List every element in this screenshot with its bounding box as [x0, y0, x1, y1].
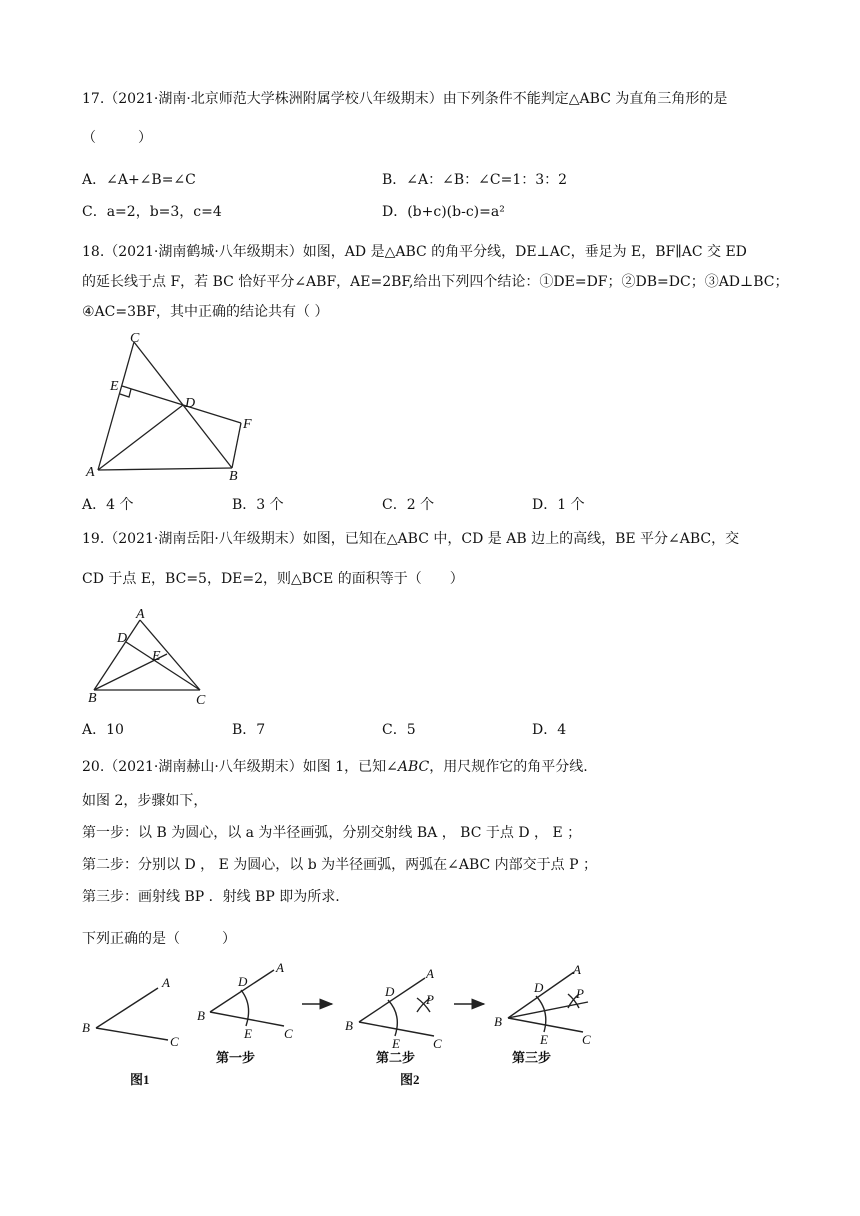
q19-option-d: D．4 — [532, 722, 567, 738]
q20-caption-step1: 第一步 — [216, 1050, 256, 1065]
q20-fig1-angle — [96, 988, 168, 1040]
q20-step1-label-d: D — [238, 974, 248, 989]
q18-label-b: B — [229, 469, 238, 484]
q20-question: 下列正确的是（ ） — [82, 931, 236, 947]
q18-label-f: F — [243, 417, 252, 432]
q20-step1-label-a: A — [276, 960, 284, 975]
q19-label-d: D — [117, 631, 128, 646]
q20-step3-label-p: P — [576, 986, 584, 1001]
q20-caption-fig1: 图1 — [130, 1072, 150, 1087]
q19-label-a: A — [136, 607, 145, 622]
q20-step1-label-b: B — [197, 1008, 205, 1023]
q20-step2-label-c: C — [433, 1036, 442, 1051]
q20-step2-label-b: B — [345, 1018, 353, 1033]
q20-step3: 第三步：画射线 BP ．射线 BP 即为所求. — [82, 889, 340, 905]
q19-label-b: B — [88, 691, 97, 706]
q20-fig1-label-b: B — [82, 1020, 90, 1035]
q20-step1: 第一步：以 B 为圆心，以 a 为半径画弧，分别交射线 BA ， BC 于点 D ， E ； — [82, 825, 582, 841]
q20-step2: 第二步：分别以 D ， E 为圆心，以 b 为半径画弧，两弧在∠ABC 内部交于点 P ； — [82, 857, 597, 873]
q19-label-c: C — [196, 693, 206, 708]
q20-step3-label-a: A — [573, 962, 581, 977]
q20-step3-label-e: E — [540, 1032, 548, 1047]
q19-option-a: A．10 — [82, 722, 124, 738]
q18-stem-line3: ④AC=3BF，其中正确的结论共有（ ） — [82, 304, 329, 320]
q17-stem: 17.（2021·湖南·北京师范大学株洲附属学校八年级期末）由下列条件不能判定△ABC 为直角三角形的是 — [82, 91, 728, 107]
q18-option-c: C．2 个 — [382, 497, 435, 513]
q20-stem-line1 — [82, 757, 588, 777]
q20-caption-step3: 第三步 — [512, 1050, 552, 1065]
q20-step1-label-e: E — [244, 1026, 252, 1041]
q20-fig1-label-c: C — [170, 1034, 179, 1049]
q18-label-d: D — [185, 396, 196, 411]
q17-option-b: B．∠A：∠B：∠C=1：3：2 — [382, 172, 568, 188]
q19-figure — [82, 604, 222, 708]
q20-step2-figure — [359, 978, 434, 1036]
q17-option-d: D．(b+c)(b-c)=a² — [382, 204, 505, 220]
q18-figure — [82, 328, 272, 484]
q20-fig1-label-a: A — [162, 975, 170, 990]
q19-label-e: E — [152, 649, 161, 664]
q18-label-a: A — [86, 465, 95, 480]
q20-step3-figure — [508, 972, 588, 1032]
q20-caption-step2: 第二步 — [376, 1050, 416, 1065]
q20-step1-label-c: C — [284, 1026, 293, 1041]
q20-step2-label-a: A — [426, 966, 434, 981]
q17-option-c: C．a=2，b=3，c=4 — [82, 204, 222, 220]
q18-option-a: A．4 个 — [82, 497, 134, 513]
q18-option-b: B．3 个 — [232, 497, 284, 513]
q17-option-a: A．∠A+∠B=∠C — [82, 172, 196, 188]
q18-option-d: D．1 个 — [532, 497, 585, 513]
q19-option-b: B．7 — [232, 722, 266, 738]
q20-stem-suffix: ，用尺规作它的角平分线. — [429, 759, 588, 775]
q19-stem-line2: CD 于点 E，BC=5，DE=2，则△BCE 的面积等于（ ） — [82, 571, 464, 587]
q20-step2-label-p: P — [426, 992, 434, 1007]
q19-stem-line1: 19.（2021·湖南岳阳·八年级期末）如图，已知在△ABC 中，CD 是 AB 边上的高线，BE 平分∠ABC，交 — [82, 531, 740, 547]
q20-step3-label-d: D — [534, 980, 544, 995]
q18-stem-line2: 的延长线于点 F，若 BC 恰好平分∠ABF，AE=2BF,给出下列四个结论：①DE=DF；②DB=DC；③AD⊥BC； — [82, 274, 789, 290]
q20-step3-label-b: B — [494, 1014, 502, 1029]
q20-step2-label-d: D — [385, 984, 395, 999]
q20-step3-label-c: C — [582, 1032, 591, 1047]
q20-angle-abc: ∠ABC — [386, 759, 430, 775]
q18-label-c: C — [130, 331, 140, 346]
q18-label-e: E — [110, 379, 119, 394]
q19-option-c: C．5 — [382, 722, 416, 738]
q20-caption-fig2: 图2 — [400, 1072, 420, 1087]
q18-stem-line1: 18.（2021·湖南鹤城·八年级期末）如图，AD 是△ABC 的角平分线，DE⊥AC，垂足为 E，BF∥AC 交 ED — [82, 244, 747, 260]
q20-step2-label-e: E — [392, 1036, 400, 1051]
q20-stem-line2: 如图 2，步骤如下， — [82, 793, 208, 809]
q20-stem-prefix: 20.（2021·湖南赫山·八年级期末）如图 1，已知 — [82, 759, 387, 775]
q20-figures — [78, 960, 618, 1090]
q17-answer-paren: （ ） — [82, 130, 152, 146]
